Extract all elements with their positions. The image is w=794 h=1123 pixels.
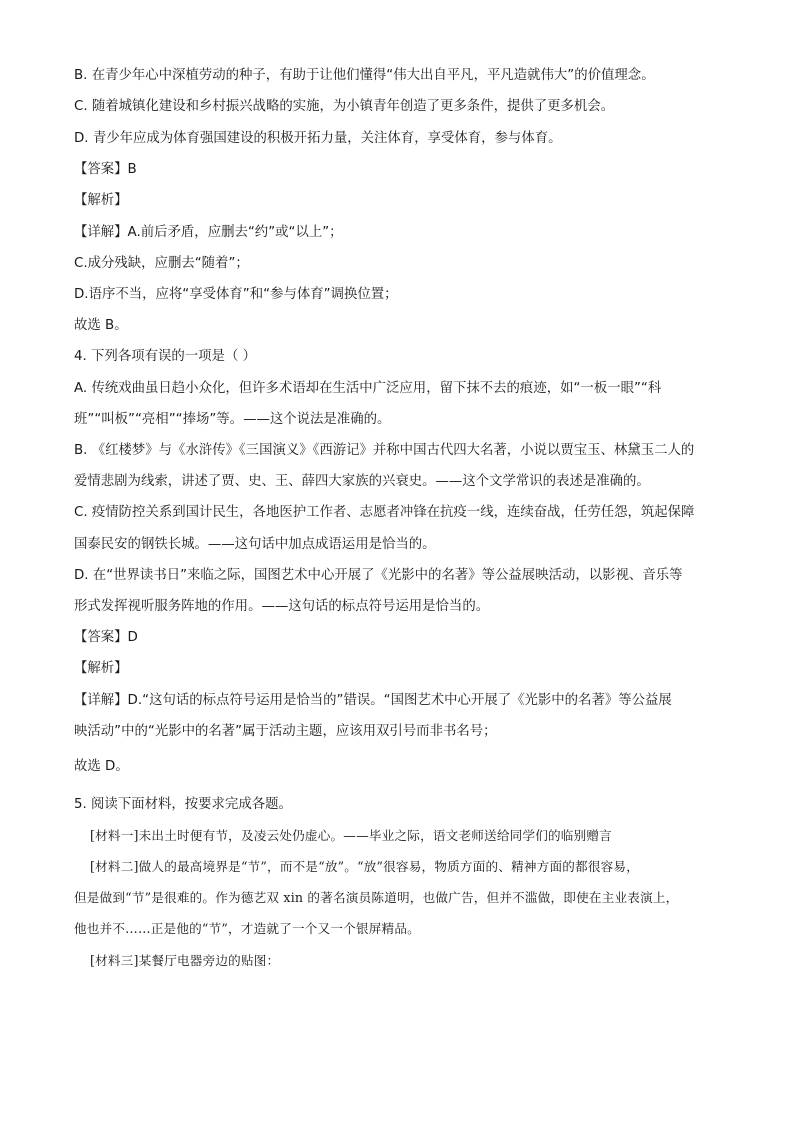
question-4-stem: 4. 下列各项有误的一项是（ ） <box>74 349 256 364</box>
q4-option-c-line: C. 疫情防控关系到国计民生，各地医护工作者、志愿者冲锋在抗疫一线，连续奋战，任劳任怨，筑起保障 <box>74 505 695 520</box>
detail-line: 【详解】A.前后矛盾，应删去“约”或“以上”； <box>74 225 343 240</box>
q4-option-d-line: 形式发挥视听服务阵地的作用。——这句话的标点符号运用是恰当的。 <box>74 599 490 614</box>
answer-label: 【答案】D <box>74 630 138 645</box>
material-two: [材料二]做人的最高境界是“节”，而不是“放”。“放”很容易，物质方面的、精神方面的都很容易， <box>90 859 640 874</box>
q4-option-c-line: 国泰民安的钢铁长城。——这句话中加点成语运用是恰当的。 <box>74 537 436 552</box>
q4-option-a-line: 班”“叫板”“亮相”“捧场”等。——这个说法是准确的。 <box>74 412 391 427</box>
detail-line: 【详解】D.“这句话的标点符号运用是恰当的”错误。“国图艺术中心开展了《光影中的名著》等公益展 <box>74 693 672 708</box>
answer-label: 【答案】B <box>74 162 137 177</box>
material-two-cont: 但是做到“节”是很难的。作为德艺双 xin 的著名演员陈道明，也做广告，但并不滥做，即使在主业表演上， <box>74 890 679 905</box>
conclusion-line: 故选 B。 <box>74 318 128 333</box>
material-two-cont: 他也并不……正是他的“节”，才造就了一个又一个银屏精品。 <box>74 921 420 936</box>
material-one: [材料一]未出土时便有节，及凌云处仍虚心。——毕业之际，语文老师送给同学们的临别赠言 <box>90 828 612 843</box>
analysis-label: 【解析】 <box>74 661 128 676</box>
question-5-stem: 5. 阅读下面材料，按要求完成各题。 <box>74 797 292 812</box>
analysis-label: 【解析】 <box>74 193 128 208</box>
option-b-line: B. 在青少年心中深植劳动的种子，有助于让他们懂得“伟大出自平凡，平凡造就伟大”的价值理念。 <box>74 68 655 83</box>
q4-option-b-line: B. 《红楼梦》与《水浒传》《三国演义》《西游记》并称中国古代四大名著，小说以贾宝玉、林黛玉二人的 <box>74 443 695 458</box>
q4-option-a-line: A. 传统戏曲虽日趋小众化，但许多术语却在生活中广泛应用，留下抹不去的痕迹，如“一板一眼”“科 <box>74 381 662 396</box>
conclusion-line: 故选 D。 <box>74 759 129 774</box>
q4-option-d-line: D. 在“世界读书日”来临之际，国图艺术中心开展了《光影中的名著》等公益展映活动，以影视、音乐等 <box>74 568 683 583</box>
q4-option-b-line: 爱情悲剧为线索，讲述了贾、史、王、薛四大家族的兴衰史。——这个文学常识的表述是准确的。 <box>74 474 650 489</box>
option-c-line: C. 随着城镇化建设和乡村振兴战略的实施，为小镇青年创造了更多条件，提供了更多机会。 <box>74 99 615 114</box>
detail-line: C.成分残缺，应删去“随着”； <box>74 256 249 271</box>
option-d-line: D. 青少年应成为体育强国建设的积极开拓力量，关注体育，享受体育，参与体育。 <box>74 131 562 146</box>
detail-line: D.语序不当，应将“享受体育”和“参与体育”调换位置； <box>74 287 398 302</box>
material-three: [材料三]某餐厅电器旁边的贴图： <box>90 953 280 968</box>
detail-line: 映活动”中的“光影中的名著”属于活动主题，应该用双引号而非书名号； <box>74 724 497 739</box>
